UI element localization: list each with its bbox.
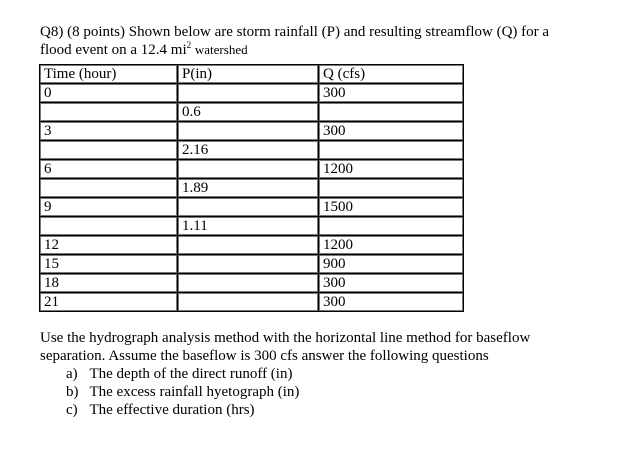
- item-text: The excess rainfall hyetograph (in): [89, 384, 300, 400]
- flow-cell: [319, 141, 464, 160]
- table-row: [40, 160, 464, 179]
- question-line-2-prefix: flood event on a 12.4 mi: [40, 42, 187, 58]
- precip-cell: 0.6: [178, 103, 319, 122]
- table-row: [40, 236, 464, 255]
- table-row: [40, 293, 464, 312]
- rainfall-streamflow-table: [39, 64, 464, 312]
- time-cell: 15: [40, 255, 178, 274]
- flow-cell: 300: [319, 122, 464, 141]
- flow-cell: 1500: [319, 198, 464, 217]
- time-cell: 18: [40, 274, 178, 293]
- question-line-1: Q8) (8 points) Shown below are storm rainfall (P) and resulting streamflow (Q) for a: [40, 24, 550, 40]
- flow-cell: [319, 217, 464, 236]
- item-text: The effective duration (hrs): [89, 402, 255, 418]
- time-cell: 21: [40, 293, 178, 312]
- precip-cell: [178, 84, 319, 103]
- item-text: The depth of the direct runoff (in): [89, 366, 293, 382]
- precip-cell: 2.16: [178, 141, 319, 160]
- header-precip: P(in): [178, 65, 319, 84]
- table-row: [40, 255, 464, 274]
- question-line-2-suffix: watershed: [194, 42, 248, 57]
- question-line-2: [40, 41, 600, 59]
- item-label: b): [66, 384, 79, 400]
- table-row: [40, 179, 464, 198]
- flow-cell: 900: [319, 255, 464, 274]
- time-cell: 6: [40, 160, 178, 179]
- list-item: [40, 383, 600, 401]
- table-row: [40, 84, 464, 103]
- time-cell: 0: [40, 84, 178, 103]
- time-cell: [40, 179, 178, 198]
- header-time: Time (hour): [40, 65, 178, 84]
- precip-cell: [178, 274, 319, 293]
- time-cell: 12: [40, 236, 178, 255]
- precip-cell: [178, 236, 319, 255]
- flow-cell: 300: [319, 293, 464, 312]
- precip-cell: 1.11: [178, 217, 319, 236]
- flow-cell: 300: [319, 274, 464, 293]
- flow-cell: 1200: [319, 160, 464, 179]
- precip-cell: [178, 255, 319, 274]
- precip-cell: [178, 198, 319, 217]
- list-item: [40, 365, 600, 383]
- time-cell: [40, 217, 178, 236]
- table-row: [40, 217, 464, 236]
- flow-cell: 300: [319, 84, 464, 103]
- instructions: [40, 329, 600, 419]
- table-row: [40, 198, 464, 217]
- table-row: [40, 103, 464, 122]
- table-row: [40, 141, 464, 160]
- precip-cell: [178, 160, 319, 179]
- precip-cell: [178, 293, 319, 312]
- table-header-row: [40, 65, 464, 84]
- item-label: a): [66, 366, 78, 382]
- flow-cell: [319, 103, 464, 122]
- header-flow: Q (cfs): [319, 65, 464, 84]
- time-cell: 3: [40, 122, 178, 141]
- list-item: [40, 401, 600, 419]
- flow-cell: [319, 179, 464, 198]
- table-row: [40, 274, 464, 293]
- flow-cell: 1200: [319, 236, 464, 255]
- time-cell: 9: [40, 198, 178, 217]
- item-label: c): [66, 402, 78, 418]
- question-text: [40, 23, 600, 59]
- time-cell: [40, 103, 178, 122]
- precip-cell: [178, 122, 319, 141]
- time-cell: [40, 141, 178, 160]
- area-superscript: 2: [186, 40, 192, 50]
- instructions-line-2: separation. Assume the baseflow is 300 cfs answer the following questions: [40, 348, 489, 364]
- question-list: [40, 365, 600, 419]
- precip-cell: 1.89: [178, 179, 319, 198]
- instructions-line-1: Use the hydrograph analysis method with the horizontal line method for baseflow: [40, 330, 531, 346]
- table-row: [40, 122, 464, 141]
